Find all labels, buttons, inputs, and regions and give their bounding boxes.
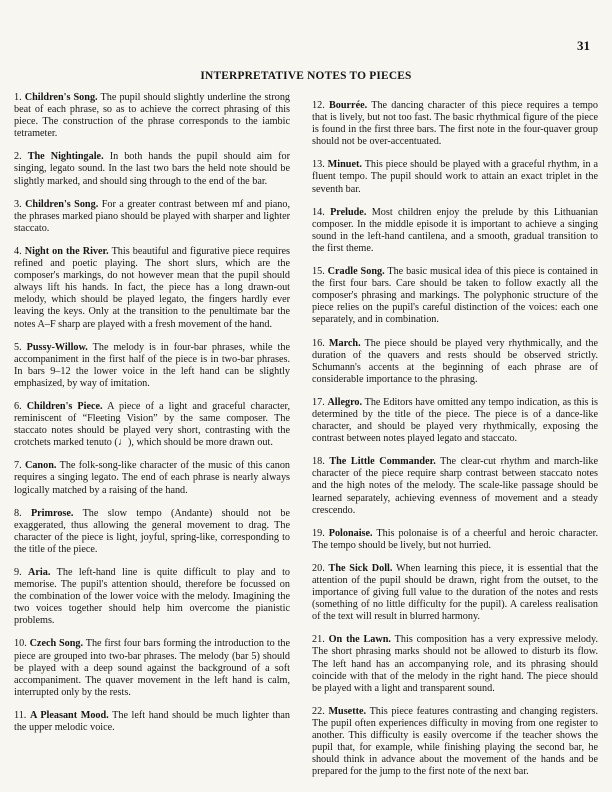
notes-column-right xyxy=(312,100,598,790)
note-11: 11. A Pleasant Mood. The left hand should be much lighter than the upper melodic voice. xyxy=(14,709,290,734)
note-13: 13. Minuet. This piece should be played with a graceful rhythm, in a fluent tempo. The pupil should work to attain an exact triplet in the seventh bar. xyxy=(312,159,599,195)
note-17: 17. Allegro. The Editors have omitted any tempo indication, as this is determined by the title of the piece. The piece is of a dance-like character, and should be played very rhythmically, exposing the contrast between notes played legato and staccato. xyxy=(312,396,598,445)
note-1: 1. Children's Song. The pupil should slightly underline the strong beat of each phrase, so as to achieve the correct phrasing of this piece. The construction of the phrase corresponds to the iambic tetrameter. xyxy=(14,92,291,140)
note-10: 10. Czech Song. The first four bars forming the introduction to the piece are grouped into two-bar phrases. The melody (bar 5) should be played with a deep sound against the background of a soft accompaniment. The quaver movement in the left hand is calm, interrupted only by the rests. xyxy=(14,638,291,698)
page-title: INTERPRETATIVE NOTES TO PIECES xyxy=(200,70,412,82)
page-number: 31 xyxy=(577,38,590,53)
note-14: 14. Prelude. Most children enjoy the prelude by this Lithuanian composer. In the middle episode it is important to achieve a singing sound in the left-hand cantilena, and a smooth, gradual transition to the first theme. xyxy=(312,206,598,254)
notes-column-left xyxy=(14,92,290,782)
note-2: 2. The Nightingale. In both hands the pupil should aim for singing, legato sound. In the last two bars the held note should be slightly marked, and should sing through to the end of the bar. xyxy=(14,151,291,187)
note-9: 9. Aria. The left-hand line is quite difficult to play and to memorise. The pupil's attention should, therefore be focussed on the combination of the lower voice with the melody. Imagining the two voices together should help him overcome the pianistic problems. xyxy=(14,567,290,627)
note-15: 15. Cradle Song. The basic musical idea of this piece is contained in the first four bars. Care should be taken to follow exactly all the composer's phrasing and markings. The polyphonic structure of the piece relies on the pupil's careful distinction of the voices: each one separately, and in combination. xyxy=(312,266,598,326)
note-21: 21. On the Lawn. This composition has a very expressive melody. The short phrasing marks should not be allowed to disturb its flow. The left hand has an accompanying role, and its phrasing should coincide with that of the melody in the right hand. The piece should be played with a light and transparent sound. xyxy=(312,634,598,694)
note-3: 3. Children's Song. For a greater contrast between mf and piano, the phrases marked piano should be played with sharper and lighter staccato. xyxy=(14,198,291,234)
note-4: 4. Night on the River. This beautiful and figurative piece requires refined and poetic playing. The short slurs, which are the composer's markings, do not however mean that the pupil should always lift his hands. In fact, the piece has a long drawn-out melody, which should be played legato, the fingers hardly ever leaving the keys. Only at the transition to the penultimate bar the notes A–F sharp are played with a fresh movement of the hand. xyxy=(14,245,290,330)
note-19: 19. Polonaise. This polonaise is of a cheerful and heroic character. The tempo should be lively, but not hurried. xyxy=(312,527,598,551)
note-5: 5. Pussy-Willow. The melody is in four-bar phrases, while the accompaniment in the first half of the piece is in two-bar phrases. In bars 9–12 the lower voice in the left hand can be slightly emphasized, by way of imitation. xyxy=(14,341,290,389)
note-8: 8. Primrose. The slow tempo (Andante) should not be exaggerated, thus allowing the general movement to drag. The character of the piece is light, joyful, spring-like, corresponding to the title of the piece. xyxy=(14,507,290,555)
note-16: 16. March. The piece should be played very rhythmically, and the duration of the quavers and rests should be observed strictly. Schumann's accents at the beginning of each phrase are of considerable importance to the phrasing. xyxy=(312,337,598,385)
note-18: 18. The Little Commander. The clear-cut rhythm and march-like character of the piece require sharp contrast between staccato notes and the high notes of the melody. The scale-like passage should be learned separately, achieving evenness of movement and a steady crescendo. xyxy=(312,456,599,516)
note-22: 22. Musette. This piece features contrasting and changing registers. The pupil often experiences difficulty in moving from one register to another. This difficulty is easily overcome if the teacher shows the pupil that, for example, while finishing playing the second bar, he should think in advance about the movement of the hands and be prepared for the jump to the first note of the next bar. xyxy=(312,705,598,778)
note-6: 6. Children's Piece. A piece of a light and graceful character, reminiscent of “Fleeting Vision” by the same composer. The staccato notes should be played very short, contrasting with the crotchets marked tenuto (♩), which should be more drawn out. xyxy=(14,400,291,449)
note-12: 12. Bourrée. The dancing character of this piece requires a tempo that is lively, but not too fast. The basic rhythmical figure of the piece is found in the first three bars. The first note in the four-quaver group should not be over-accentuated. xyxy=(312,100,598,148)
note-7: 7. Canon. The folk-song-like character of the music of this canon requires a singing legato. The end of each phrase is nearly always logically matched by a raising of the hand. xyxy=(14,460,291,496)
note-20: 20. The Sick Doll. When learning this piece, it is essential that the attention of the pupil should be drawn, right from the outset, to the importance of giving full value to the duration of the notes and rests (something of no little difficulty for the pupil). A careless realisation of the text will result in blurred harmony. xyxy=(312,562,599,623)
